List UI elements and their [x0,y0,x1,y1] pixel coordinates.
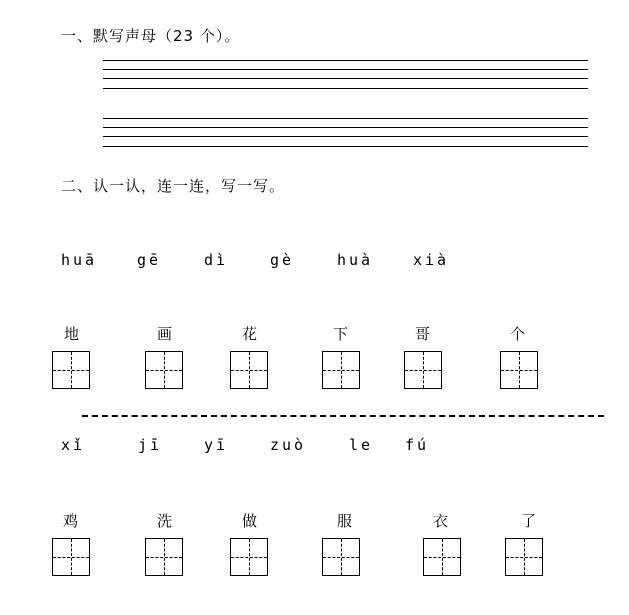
tian-grid-box[interactable] [505,538,543,576]
pinyin-yi1: yī [204,436,229,454]
character-ge-measure: 个 [510,325,526,343]
section2-heading: 二、认一认，连一连，写一写。 [61,177,286,195]
pinyin-hua4: huà [337,251,374,269]
character-le: 了 [521,512,537,530]
tian-grid-box[interactable] [500,351,538,389]
character-yi: 衣 [433,512,449,530]
pinyin-hua1: huā [61,251,98,269]
tian-grid-box[interactable] [404,351,442,389]
tian-grid-box[interactable] [52,351,90,389]
pinyin-xi3: xǐ [61,436,86,454]
pinyin-le: le [349,436,374,454]
character-fu: 服 [337,512,353,530]
character-xia: 下 [333,325,349,343]
section1-heading: 一、默写声母（23 个）。 [61,27,241,45]
writing-lines-1[interactable] [103,60,588,92]
pinyin-zuo4: zuò [270,436,307,454]
writing-lines-2[interactable] [103,118,588,150]
character-ge-brother: 哥 [415,325,431,343]
character-xi: 洗 [157,512,173,530]
pinyin-ge4: gè [270,251,295,269]
character-di: 地 [64,325,80,343]
pinyin-fu2: fú [405,436,430,454]
character-zuo: 做 [242,512,258,530]
tian-grid-box[interactable] [322,538,360,576]
tian-grid-box[interactable] [423,538,461,576]
pinyin-ge1: gē [137,251,162,269]
tian-grid-box[interactable] [230,351,268,389]
character-hua-flower: 花 [242,325,258,343]
tian-grid-box[interactable] [230,538,268,576]
tian-grid-box[interactable] [145,538,183,576]
character-hua-draw: 画 [157,325,173,343]
tian-grid-box[interactable] [145,351,183,389]
tian-grid-box[interactable] [322,351,360,389]
pinyin-di4: dì [204,251,229,269]
character-ji: 鸡 [63,512,79,530]
pinyin-ji1: jī [138,436,163,454]
pinyin-xia4: xià [413,251,450,269]
dashed-divider [82,415,604,417]
tian-grid-box[interactable] [52,538,90,576]
